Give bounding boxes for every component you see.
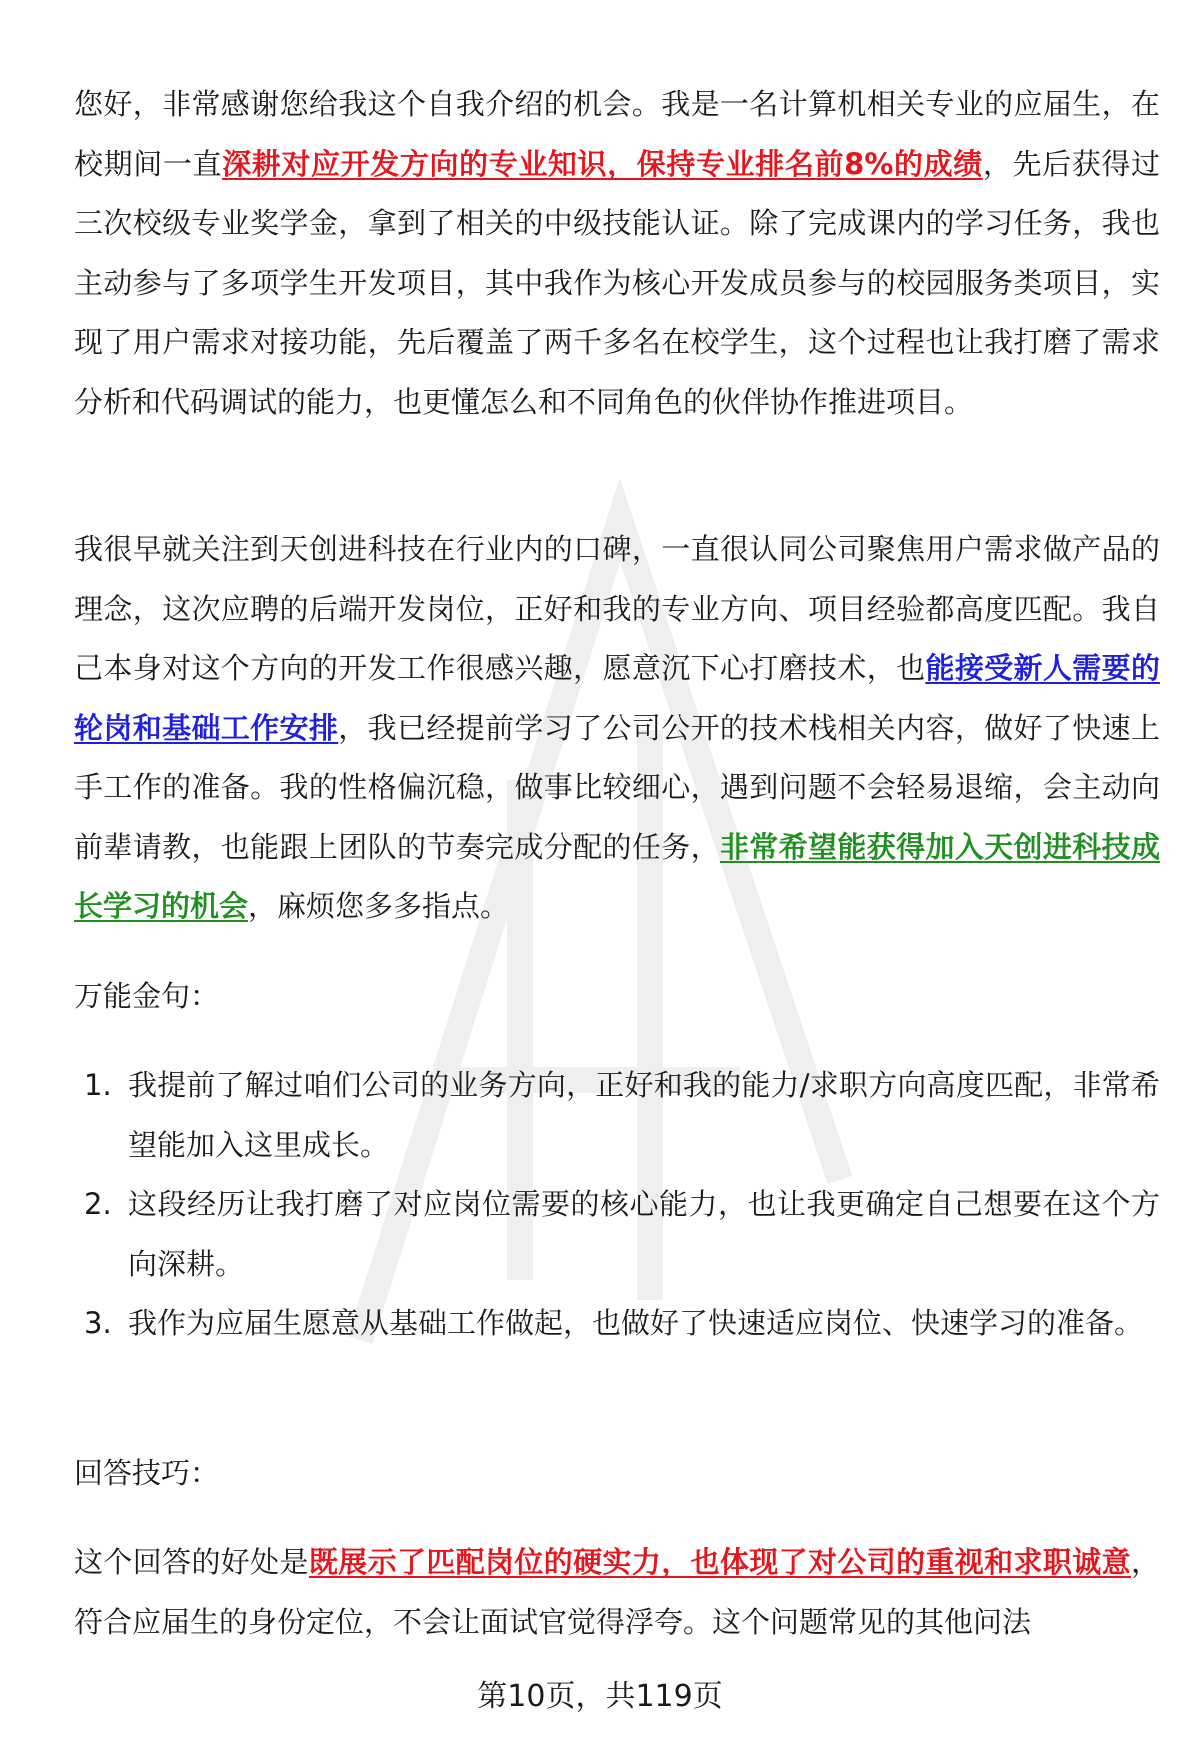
highlight-red: 深耕对应开发方向的专业知识，保持专业排名前8%的成绩 <box>222 146 983 181</box>
tips-heading: 回答技巧： <box>74 1456 220 1490</box>
text: ，我已经提前学习了公司公开的技术栈相关内容，做好了快速上手工作的准备。我的性格偏沉稳，做事比较细心，遇到问题不会轻易退缩，会主动向前辈请教，也能跟上团队的节奏完成分配的任务， <box>74 710 1160 864</box>
text: 这个回答的好处是 <box>74 1545 309 1579</box>
highlight-blue: 能接受新人需要的轮岗和基础工作安排 <box>74 651 1160 745</box>
highlight-red: 既展示了匹配岗位的硬实力，也体现了对公司的重视和求职诚意 <box>308 1545 1131 1579</box>
list-item <box>74 1175 1160 1294</box>
motivation-paragraph <box>74 520 1160 937</box>
page-number: 第10页，共119页 <box>477 1679 723 1714</box>
highlight-green: 非常希望能获得加入天创进科技成长学习的机会 <box>74 829 1160 923</box>
list-text: 这段经历让我打磨了对应岗位需要的核心能力，也让我更确定自己想要在这个方向深耕。 <box>128 1187 1160 1281</box>
tips-paragraph <box>74 1533 1160 1652</box>
list-item <box>74 1056 1160 1175</box>
intro-paragraph <box>74 75 1160 432</box>
list-text: 我作为应届生愿意从基础工作做起，也做好了快速适应岗位、快速学习的准备。 <box>128 1306 1144 1340</box>
text: 您好，非常感谢您给我这个自我介绍的机会。我是一名计算机相关专业的应届生，在校期间一直 <box>74 87 1160 181</box>
text: 我很早就关注到天创进科技在行业内的口碑，一直很认同公司聚焦用户需求做产品的理念，这次应聘的后端开发岗位，正好和我的专业方向、项目经验都高度匹配。我自己本身对这个方向的开发工作很感兴趣，愿意沉下心打磨技术，也 <box>74 532 1160 685</box>
list-text: 我提前了解过咱们公司的业务方向，正好和我的能力/求职方向高度匹配，非常希望能加入这里成长。 <box>128 1068 1160 1162</box>
list-number: 3. <box>84 1306 112 1340</box>
golden-heading: 万能金句： <box>74 979 220 1013</box>
text: ，麻烦您多多指点。 <box>248 889 510 923</box>
text: ，符合应届生的身份定位，不会让面试官觉得浮夸。这个问题常见的其他问法 <box>74 1545 1160 1639</box>
list-number: 1. <box>84 1068 112 1102</box>
golden-list <box>74 1056 1160 1354</box>
list-item <box>74 1294 1160 1354</box>
list-number: 2. <box>84 1187 112 1221</box>
text: ，先后获得过三次校级专业奖学金，拿到了相关的中级技能认证。除了完成课内的学习任务，我也主动参与了多项学生开发项目，其中我作为核心开发成员参与的校园服务类项目，实现了用户需求对接功能，先后覆盖了两千多名在校学生，这个过程也让我打磨了需求分析和代码调试的能力，也更懂怎么和不同角色的伙伴协作推进项目。 <box>74 146 1160 419</box>
